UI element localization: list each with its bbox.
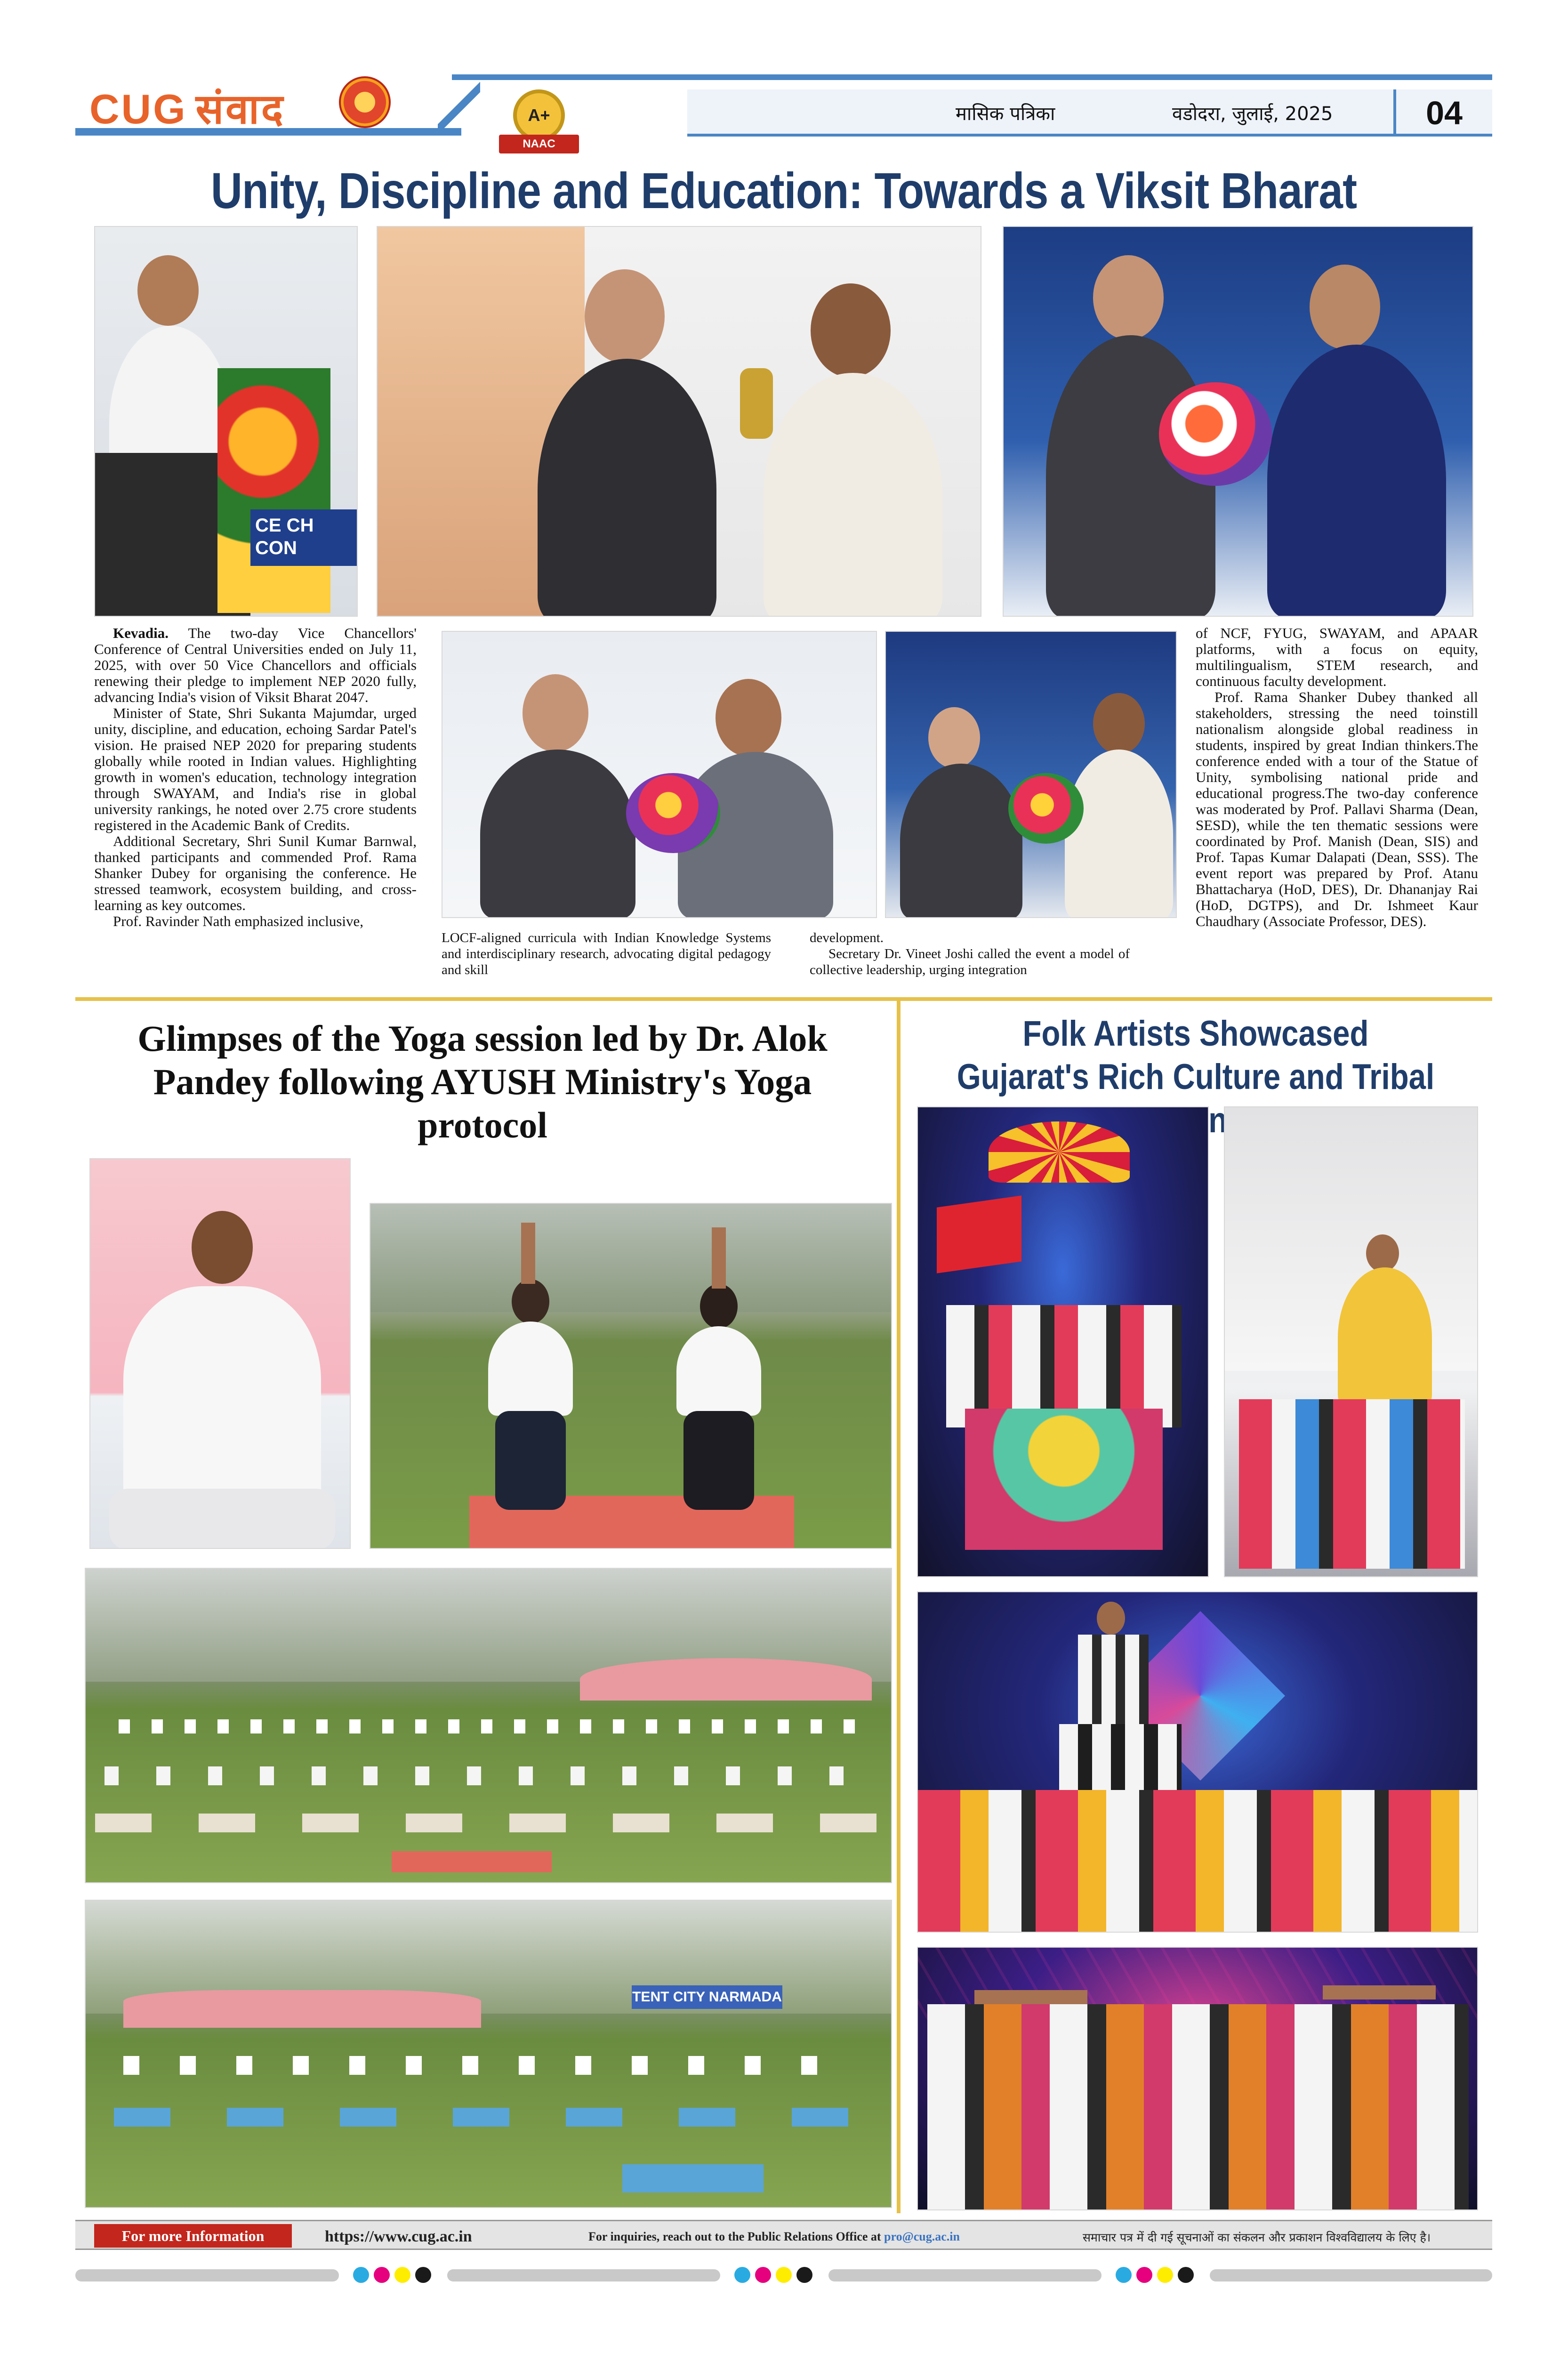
photo-yoga-group-tent-city — [85, 1900, 892, 2208]
footer-bar — [75, 2220, 1492, 2250]
publication-type: मासिक पत्रिका — [956, 103, 1055, 125]
yellow-dot — [394, 2267, 410, 2283]
leader-body — [123, 1286, 321, 1522]
footer-url[interactable]: https://www.cug.ac.in — [325, 2228, 472, 2245]
brand-latin: CUG — [89, 86, 187, 132]
masthead-top-rule — [452, 74, 1492, 80]
yellow-dot — [776, 2267, 792, 2283]
dignitary-body — [900, 764, 1022, 918]
recipient-head — [1093, 693, 1145, 754]
cyan-dot — [1116, 2267, 1132, 2283]
page-number: 04 — [1393, 89, 1492, 137]
yellow-dot — [1157, 2267, 1173, 2283]
recipient-body — [1065, 750, 1173, 918]
dignitary-body — [538, 359, 716, 617]
photo-bouquet-presentation-2 — [442, 631, 877, 918]
black-dot — [415, 2267, 431, 2283]
article1-column-1 — [94, 625, 417, 929]
masthead — [75, 71, 1492, 150]
flower-arrangement — [217, 368, 330, 613]
participants-row-1 — [119, 1719, 872, 1733]
participants-row-1 — [123, 2056, 858, 2075]
section-divider-vertical — [897, 1001, 901, 2213]
footer-inquiry-text: For inquiries, reach out to the Public Relations Office at — [588, 2230, 881, 2243]
bouquet — [1008, 773, 1084, 844]
article1-column-4 — [1196, 625, 1478, 929]
dignitary-body — [480, 750, 635, 918]
article1-para-4: Prof. Ravinder Nath emphasized inclusive, — [113, 913, 364, 929]
reg-segment — [1210, 2269, 1492, 2281]
masthead-info-band — [687, 89, 1492, 137]
article1-col2-para-1: LOCF-aligned curricula with Indian Knowledge Systems and interdisciplinary research, advocating digital pedagogy and skill — [442, 930, 771, 977]
participants-row-2 — [105, 1766, 876, 1785]
reg-segment — [447, 2269, 720, 2281]
pink-tents — [580, 1658, 872, 1701]
footer-email[interactable]: pro@cug.ac.in — [884, 2230, 960, 2243]
man-head — [512, 1279, 549, 1324]
raised-arms-left — [974, 1990, 1087, 2004]
crossed-legs — [109, 1489, 335, 1549]
yoga-mats-row — [95, 1814, 886, 1832]
masthead-slant-rule — [438, 74, 480, 136]
naac-grade: A+ — [513, 89, 565, 141]
photo-folk-dance-performer — [1224, 1106, 1478, 1577]
magenta-dot — [1136, 2267, 1152, 2283]
woman-torso — [676, 1326, 761, 1416]
woman-legs — [683, 1411, 754, 1510]
section-divider-horizontal — [75, 997, 1492, 1001]
article1-para-2: Minister of State, Shri Sukanta Majumdar, urged unity, discipline, and education, echoing Sardar Patel's vision. He praised NEP 2020 for preparing students globally while rooted in Indian values. Highlighting growth in women's education, technology integration through SWAYAM, and India's rise in global university rankings, he noted over 2.75 crore students registered in the Academic Bank of Credits. — [94, 705, 417, 833]
raised-arms-right — [1323, 1985, 1436, 1999]
blue-mats-row — [114, 2108, 867, 2127]
decorated-umbrella — [989, 1121, 1130, 1183]
photo-yoga-group-wide — [85, 1568, 892, 1883]
photo-bouquet-presentation-3 — [885, 631, 1177, 918]
speaker-head — [137, 255, 199, 326]
man-torso — [488, 1322, 573, 1416]
photo-bouquet-presentation-1 — [1003, 226, 1473, 617]
stage-banner-text: CE CH CON — [250, 509, 358, 566]
article1-column-3 — [810, 930, 1130, 978]
black-dot — [1178, 2267, 1194, 2283]
top-performer-body — [1078, 1635, 1149, 1729]
dancers-group — [927, 2004, 1469, 2210]
article1-headline: Unity, Discipline and Education: Towards a Viksit Bharat — [210, 162, 1357, 219]
dignitary-head — [523, 674, 588, 752]
top-performer-head — [1097, 1602, 1125, 1635]
dancers-group — [1239, 1399, 1465, 1569]
memento-statue — [740, 368, 773, 439]
man-raised-arms — [521, 1223, 535, 1284]
photo-folk-dance-umbrella — [917, 1106, 1209, 1577]
leader-head — [192, 1211, 253, 1284]
brand-logo — [89, 79, 285, 136]
photo-folk-dancers-celebration — [917, 1947, 1478, 2210]
bouquet — [626, 773, 720, 853]
footer-info-label: For more Information — [94, 2224, 292, 2248]
woman-head — [700, 1284, 738, 1329]
naac-badge — [499, 89, 579, 155]
pink-tents — [123, 1990, 481, 2028]
yoga-mat-red — [392, 1851, 552, 1872]
article1-para-1: The two-day Vice Chancellors' Conference of Central Universities ended on July 11, 2025, with over 50 Vice Chancellors and officials renewing their pledge to implement NEP 2020 fully, advancing India's vision of Viksit Bharat 2047. — [94, 625, 417, 705]
recipient-body — [764, 373, 942, 617]
folk-headline: Folk Artists Showcased Gujarat's Rich Culture and Tribal — [957, 1014, 1435, 1097]
article1-col3-para-2: Secretary Dr. Vineet Joshi called the event a model of collective leadership, urging integration — [810, 946, 1130, 977]
magenta-dot — [374, 2267, 390, 2283]
woman-raised-arms — [712, 1227, 726, 1289]
performer-head — [1366, 1234, 1399, 1272]
recipient-head — [811, 283, 891, 378]
recipient-body — [1267, 345, 1446, 617]
article1-column-2 — [442, 930, 771, 978]
brand-hindi: संवाद — [195, 86, 285, 132]
yoga-headline: Glimpses of the Yoga session led by Dr. Alok Pandey following AYUSH Ministry's Yoga protocol — [137, 1018, 828, 1145]
footer-hindi-note: समाचार पत्र में दी गई सूचनाओं का संकलन और प्रकाशन विश्वविद्यालय के लिए है। — [1083, 2231, 1431, 2244]
photo-memento-presentation — [377, 226, 981, 617]
dancers-group — [918, 1790, 1478, 1933]
photo-yoga-leader — [89, 1158, 351, 1549]
photo-minister-speech — [94, 226, 358, 617]
bouquet — [1159, 382, 1272, 486]
dateline: Kevadia. — [113, 625, 169, 641]
university-seal-icon — [339, 76, 391, 128]
article1-col4-para-1: of NCF, FYUG, SWAYAM, and APAAR platforms, with a focus on equity, multilingualism, STEM research, and continuous faculty development. — [1196, 625, 1478, 689]
article1-col3-para-1: development. — [810, 930, 884, 945]
tent-city-sign: TENT CITY NARMADA — [632, 1985, 782, 2009]
place-date: वडोदरा, जुलाई, 2025 — [1172, 103, 1333, 125]
recipient-head — [1310, 265, 1380, 349]
dignitary-head — [928, 707, 980, 768]
hills-backdrop — [370, 1204, 892, 1312]
magenta-dot — [755, 2267, 771, 2283]
dancer-ghagra — [965, 1409, 1163, 1550]
man-legs — [495, 1411, 566, 1510]
article1-para-3: Additional Secretary, Shri Sunil Kumar Barnwal, thanked participants and commended Prof. Rama Shanker Dubey for organising the conference. He stressed teamwork, ecosystem building, and cross-learning as key outcomes. — [94, 833, 417, 913]
footer-inquiry — [588, 2230, 960, 2244]
black-dot — [796, 2267, 812, 2283]
article1-col4-para-2: Prof. Rama Shanker Dubey thanked all stakeholders, stressing the need toinstill nationalism alongside global readiness in students, inspired by great Indian thinkers.The conference ended with a tour of the Statue of Unity, symbolising national pride and educational progress.The two-day conference was moderated by Prof. Pallavi Sharma (Dean, SESD), while the ten thematic sessions were coordinated by Prof. Manish (Dean, SIS) and Prof. Tapas Kumar Dalapati (Dean, SSS). The event report was prepared by Prof. Atanu Bhattacharya (HoD, DES), Dr. Dhananjay Rai (HoD, DGTPS), and Dr. Ishmeet Kaur Chaudhary (Associate Professor, DES). — [1196, 689, 1478, 929]
dignitary-head — [585, 269, 665, 363]
red-flag — [937, 1195, 1021, 1273]
reg-segment — [828, 2269, 1102, 2281]
photo-tree-pose-front — [370, 1203, 892, 1549]
cyan-dot — [353, 2267, 369, 2283]
naac-label: NAAC — [499, 135, 579, 153]
blue-mat-front — [622, 2164, 764, 2193]
cyan-dot — [734, 2267, 750, 2283]
dignitary-head — [1093, 255, 1164, 340]
reg-segment — [75, 2269, 339, 2281]
recipient-head — [716, 679, 781, 757]
performer-body — [1338, 1267, 1432, 1409]
photo-folk-human-pyramid — [917, 1591, 1478, 1933]
print-registration-bar — [75, 2265, 1492, 2283]
